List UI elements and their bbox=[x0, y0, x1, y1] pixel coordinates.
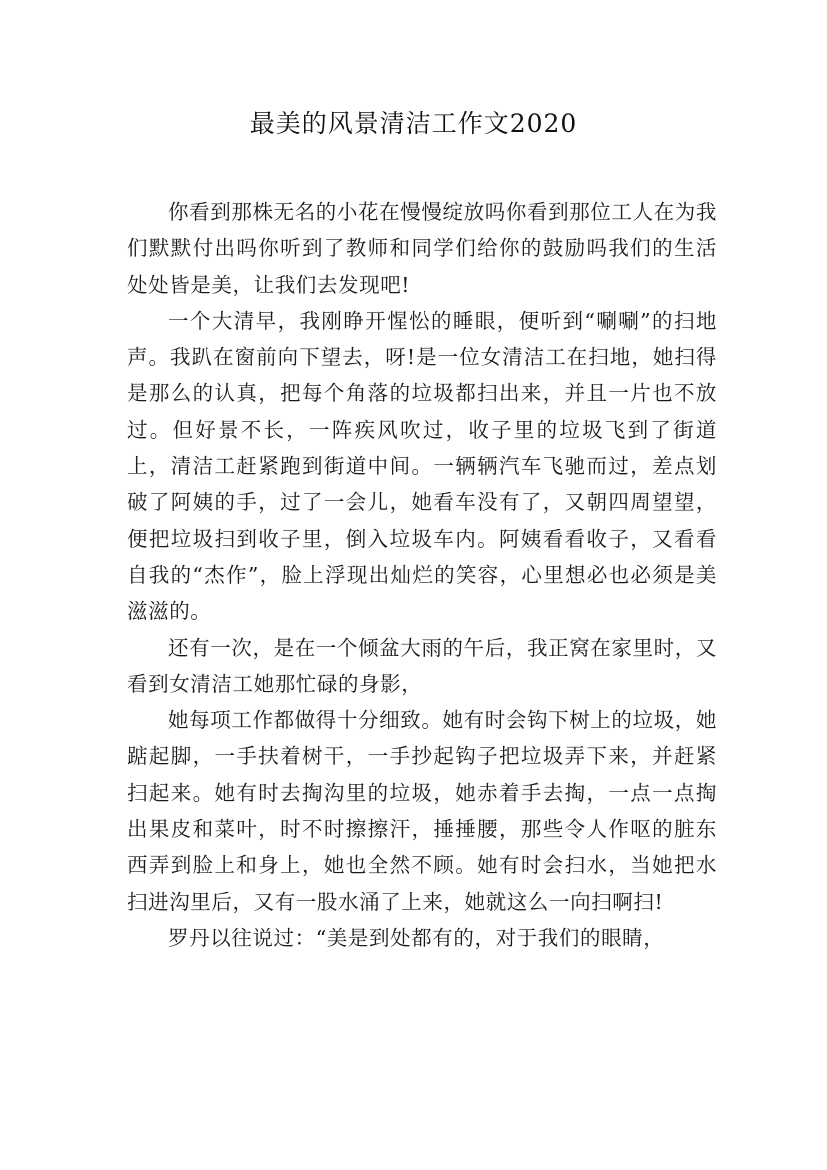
paragraph: 罗丹以往说过：“美是到处都有的，对于我们的眼睛， bbox=[168, 925, 665, 950]
paragraph: 还有一次，是在一个倾盆大雨的午后，我正窝在家里时，又看到女清洁工她那忙碌的身影， bbox=[127, 635, 717, 696]
document-body bbox=[127, 194, 717, 956]
paragraph: 你看到那株无名的小花在慢慢绽放吗你看到那位工人在为我们默默付出吗你听到了教师和同学们给你的鼓励吗我们的生活处处皆是美，让我们去发现吧! bbox=[127, 200, 717, 297]
paragraph: 一个大清早，我刚睁开惺忪的睡眼，便听到“唰唰”的扫地声。我趴在窗前向下望去，呀!是一位女清洁工在扫地，她扫得是那么的认真，把每个角落的垃圾都扫出来，并且一片也不放过。但好景不长，一阵疾风吹过，收子里的垃圾飞到了街道上，清洁工赶紧跑到街道中间。一辆辆汽车飞驰而过，差点划破了阿姨的手，过了一会儿，她看车没有了，又朝四周望望，便把垃圾扫到收子里，倒入垃圾车内。阿姨看看收子，又看看自我的“杰作”，脸上浮现出灿烂的笑容，心里想必也必须是美滋滋的。 bbox=[127, 308, 717, 624]
paragraph: 她每项工作都做得十分细致。她有时会钩下树上的垃圾，她踮起脚，一手扶着树干，一手抄起钩子把垃圾弄下来，并赶紧扫起来。她有时去掏沟里的垃圾，她赤着手去掏，一点一点掏出果皮和菜叶，时不时擦擦汗，捶捶腰，那些令人作呕的脏东西弄到脸上和身上，她也全然不顾。她有时会扫水，当她把水扫进沟里后，又有一股水涌了上来，她就这么一向扫啊扫! bbox=[127, 708, 717, 914]
document-title: 最美的风景清洁工作文2020 bbox=[249, 109, 578, 138]
